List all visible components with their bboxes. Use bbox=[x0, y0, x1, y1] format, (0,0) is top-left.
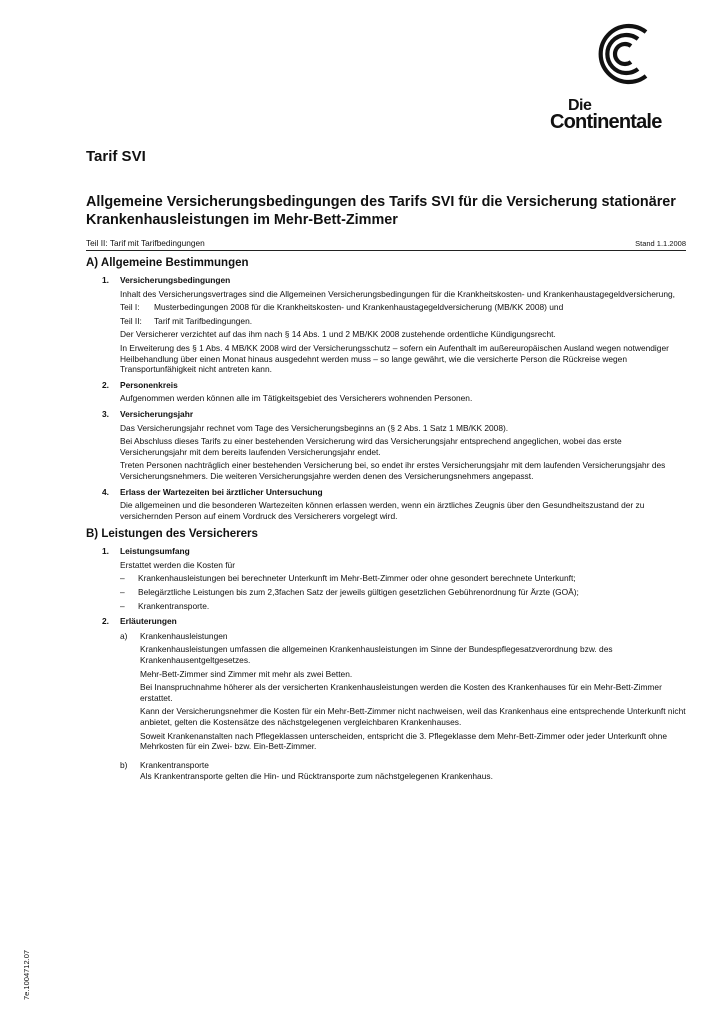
logo-line-die: Die bbox=[568, 97, 592, 114]
dash-text: Belegärztliche Leistungen bis zum 2,3fachen Satz der jeweils gültigen gesetzlichen Gebührenordnung für Ärzte (GOÄ); bbox=[138, 587, 579, 598]
item-title: Leistungsumfang bbox=[120, 546, 190, 557]
paragraph: Aufgenommen werden können alle im Tätigkeitsgebiet des Versicherers wohnenden Personen. bbox=[120, 393, 473, 404]
logo-line-continentale: Continentale bbox=[550, 111, 662, 133]
header-divider bbox=[86, 250, 686, 251]
teil-entry bbox=[120, 302, 690, 313]
subitem-title: Krankenhausleistungen bbox=[140, 630, 228, 641]
teil-text: Tarif mit Tarifbedingungen. bbox=[154, 315, 253, 326]
paragraph: Das Versicherungsjahr rechnet vom Tage des Versicherungsbeginns an (§ 2 Abs. 1 Satz 1 MB/KK 2008). bbox=[120, 422, 509, 433]
item-number: 4. bbox=[102, 486, 109, 497]
section-a-item-2 bbox=[86, 380, 690, 404]
paragraph: Die allgemeinen und die besonderen Wartezeiten können erlassen werden, wenn ein ärztliches Zeugnis über den Gesundheitszustand der zu versichernden Person auf einem Vordruck des Versicherers vorgelegt wird. bbox=[120, 500, 645, 521]
dash-bullet: – bbox=[120, 587, 125, 598]
dash-list-item bbox=[120, 573, 690, 584]
section-a-heading: A) Allgemeine Bestimmungen bbox=[86, 257, 249, 269]
section-a-item-1 bbox=[86, 275, 690, 375]
item-title: Erläuterungen bbox=[120, 616, 177, 627]
part-label: Teil II: Tarif mit Tarifbedingungen bbox=[86, 238, 205, 248]
section-b-heading: B) Leistungen des Versicherers bbox=[86, 528, 258, 541]
subitem-a bbox=[120, 631, 690, 752]
paragraph: Soweit Krankenanstalten nach Pflegeklassen unterscheiden, entspricht die 3. Pflegeklasse dem Mehr-Bett-Zimmer oder jeder Unterkunft ohne Mehrkosten für ein Zwei- bzw. Ein-Bett-Zimmer. bbox=[140, 730, 667, 752]
paragraph: Der Versicherer verzichtet auf das ihm nach § 14 Abs. 1 und 2 MB/KK 2008 zustehende ordentliche Kündigungsrecht. bbox=[120, 329, 556, 340]
item-number: 2. bbox=[102, 379, 109, 390]
subtitle-line bbox=[86, 238, 686, 250]
section-b-item-2 bbox=[86, 616, 690, 782]
paragraph: Treten Personen nachträglich einer bestehenden Versicherung bei, so endet ihr erstes Versicherungsjahr mit dem laufenden Versicherungsjahr des Versicherungsnehmers. Die weiteren Versicherungsjahre werden denen des Versicherungsnehmers angepasst. bbox=[120, 460, 666, 481]
date-stamp: Stand 1.1.2008 bbox=[635, 239, 686, 248]
item-number: 3. bbox=[102, 408, 109, 419]
item-number: 1. bbox=[102, 275, 109, 285]
paragraph: Inhalt des Versicherungsvertrages sind die Allgemeinen Versicherungsbedingungen für die Krankheitskosten- und Krankenhaustagegeldversicherung, bbox=[120, 288, 675, 299]
item-title: Versicherungsbedingungen bbox=[120, 275, 231, 285]
section-a-item-3 bbox=[86, 409, 690, 482]
teil-label: Teil I: bbox=[120, 302, 140, 313]
paragraph: Erstattet werden die Kosten für bbox=[120, 559, 235, 570]
item-number: 1. bbox=[102, 546, 109, 557]
subitem-label: a) bbox=[120, 630, 128, 641]
dash-bullet: – bbox=[120, 600, 125, 611]
subitem-title: Krankentransporte bbox=[140, 759, 209, 770]
subitem-b bbox=[120, 760, 690, 782]
teil-entry bbox=[120, 316, 690, 327]
tarif-label: Tarif SVI bbox=[86, 148, 146, 165]
continentale-logo bbox=[548, 14, 698, 132]
dash-text: Krankentransporte. bbox=[138, 600, 210, 611]
paragraph: Kann der Versicherungsnehmer die Kosten für ein Mehr-Bett-Zimmer nicht nachweisen, weil das Krankenhaus eine entsprechende Unterkunft nicht anbietet, gelten die Kostensätze des nächstgelegenen vergleichbaren Krankenhauses. bbox=[140, 706, 686, 727]
section-a-item-4 bbox=[86, 487, 690, 522]
paragraph: Bei Inanspruchnahme höherer als der versicherten Krankenhausleistungen werden die Kosten des Krankenhauses für ein Mehr-Bett-Zimmer erstattet. bbox=[140, 682, 662, 703]
dash-list-item bbox=[120, 601, 690, 612]
paragraph: Bei Abschluss dieses Tarifs zu einer bestehenden Versicherung wird das Versicherungsjahr entsprechend angeglichen, wobei das erste Versicherungsjahr mit dem bereits laufenden Versicherungsjahr endet. bbox=[120, 436, 622, 457]
dash-text: Krankenhausleistungen bei berechneter Unterkunft im Mehr-Bett-Zimmer oder ohne gesondert berechnete Unterkunft; bbox=[138, 573, 576, 584]
document-body bbox=[86, 254, 690, 785]
paragraph: Mehr-Bett-Zimmer sind Zimmer mit mehr als zwei Betten. bbox=[140, 668, 353, 679]
form-code: 7e.1004712.07 bbox=[22, 949, 31, 1000]
item-number: 2. bbox=[102, 616, 109, 627]
paragraph: Krankenhausleistungen umfassen die allgemeinen Krankenhausleistungen im Sinne der Bundespflegesatzverordnung bzw. des Krankenhausentgeltgesetzes. bbox=[140, 644, 613, 666]
item-title: Personenkreis bbox=[120, 379, 178, 390]
item-title: Erlass der Wartezeiten bei ärztlicher Untersuchung bbox=[120, 486, 323, 497]
continentale-c-mark-icon bbox=[588, 14, 654, 94]
section-b-item-1 bbox=[86, 546, 690, 611]
document-title: Allgemeine Versicherungsbedingungen des Tarifs SVI für die Versicherung stationärer Krankenhausleistungen im Mehr-Bett-Zimmer bbox=[86, 194, 676, 228]
paragraph: Als Krankentransporte gelten die Hin- und Rücktransporte zum nächstgelegenen Krankenhaus. bbox=[140, 771, 493, 782]
dash-bullet: – bbox=[120, 573, 125, 584]
item-title: Versicherungsjahr bbox=[120, 408, 194, 419]
subitem-label: b) bbox=[120, 759, 128, 770]
paragraph: In Erweiterung des § 1 Abs. 4 MB/KK 2008 wird der Versicherungsschutz – sofern ein Aufenthalt im außereuropäischen Ausland wegen notwendiger Heilbehandlung über einen Monat hinaus ausgedehnt werden muss – so lange gewährt, wie die versicherte Person die Rückreise wegen Transportunfähigkeit nicht antreten kann. bbox=[120, 342, 669, 375]
dash-list-item bbox=[120, 587, 690, 598]
teil-text: Musterbedingungen 2008 für die Krankheitskosten- und Krankenhaustagegeldversicherung (MB/KK 2008) und bbox=[154, 302, 564, 313]
teil-label: Teil II: bbox=[120, 315, 142, 326]
